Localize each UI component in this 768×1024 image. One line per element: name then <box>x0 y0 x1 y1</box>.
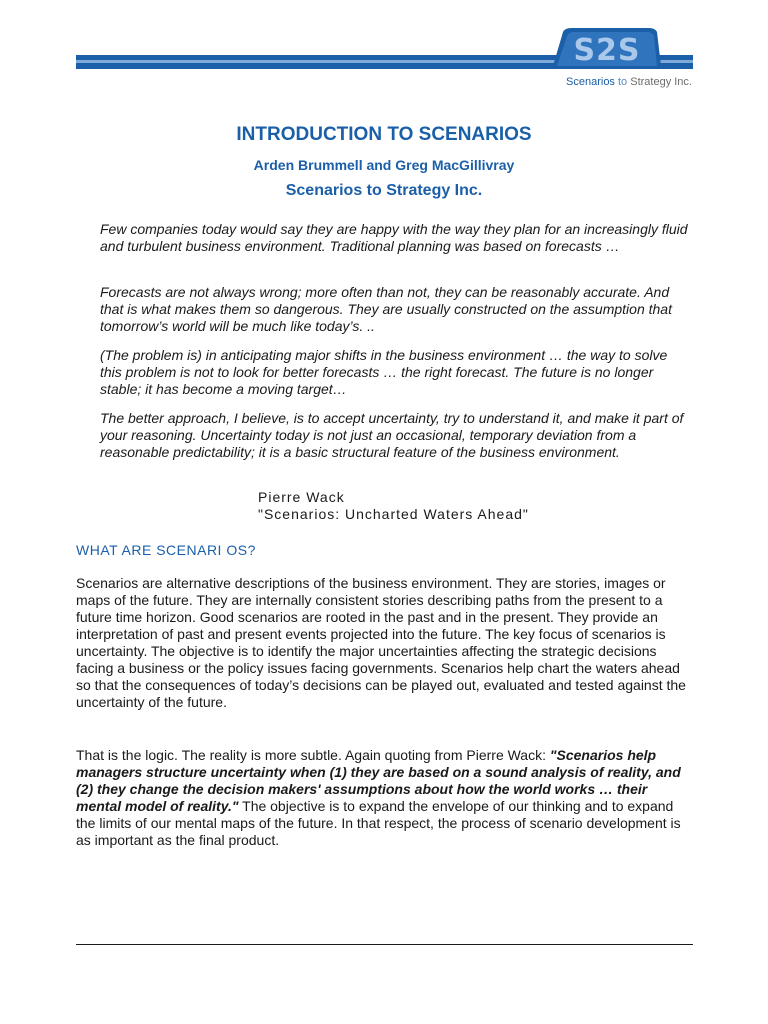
paragraph-quote: "Scenarios help managers structure uncertainty when (1) they are based on a sound analysis of reality, and (2) they change the decision makers' assumptions about how the world works … their mental model of reality." <box>76 747 681 814</box>
section-heading: WHAT ARE SCENARI OS? <box>76 542 256 558</box>
logo-text: S2S <box>573 32 641 68</box>
paragraph-text: The objective is to expand the envelope of our thinking and to expand the limits of our mental maps of the future. In that respect, the process of scenario development is as important as the final product. <box>76 798 681 848</box>
tagline-to: to <box>614 76 631 88</box>
body-paragraph <box>76 747 694 849</box>
quote-paragraph: The better approach, I believe, is to accept uncertainty, try to understand it, and make it part of your reasoning. Uncertainty today is not just an occasional, temporary deviation from a reasonable predictability; it is a basic structural feature of the business environment. <box>100 410 684 460</box>
tagline-scenarios: Scenarios <box>566 76 615 88</box>
footer-rule <box>76 944 693 945</box>
quote-paragraph: Few companies today would say they are happy with the way they plan for an increasingly fluid and turbulent business environment. Traditional planning was based on forecasts … <box>100 221 688 254</box>
document-authors: Arden Brummell and Greg MacGillivray <box>253 157 515 173</box>
attribution-name: Pierre Wack <box>258 489 345 505</box>
quote-paragraph: (The problem is) in anticipating major shifts in the business environment … the way to solve this problem is not to look for better forecasts … the right forecast. The future is no longer stable; it has become a moving target… <box>100 347 668 397</box>
attribution-source: "Scenarios: Uncharted Waters Ahead" <box>258 506 529 522</box>
document-organization: Scenarios to Strategy Inc. <box>285 182 483 199</box>
body-paragraph: Scenarios are alternative descriptions of the business environment. They are stories, images or maps of the future. They are internally consistent stories describing paths from the present to a future time horizon. Good scenarios are rooted in the past and in the present. They provide an interpretation of past and present events projected into the future. The key focus of scenarios is uncertainty. The objective is to identify the major uncertainties affecting the strategic decisions facing a business or the policy issues facing governments. Scenarios help chart the waters ahead so that the consequences of today’s decisions can be played out, evaluated and tested against the uncertainty of the future. <box>76 575 686 710</box>
document-title: INTRODUCTION TO SCENARIOS <box>236 124 532 145</box>
tagline <box>520 76 692 88</box>
s2s-logo <box>553 26 661 74</box>
quote-attribution <box>258 489 529 523</box>
quote-paragraph: Forecasts are not always wrong; more often than not, they can be reasonably accurate. And that is what makes them so dangerous. They are usually constructed on the assumption that tomorrow’s world will be much like today’s. .. <box>100 284 672 334</box>
paragraph-text: That is the logic. The reality is more subtle. Again quoting from Pierre Wack: <box>76 747 550 763</box>
tagline-strategy: Strategy Inc. <box>630 76 692 88</box>
